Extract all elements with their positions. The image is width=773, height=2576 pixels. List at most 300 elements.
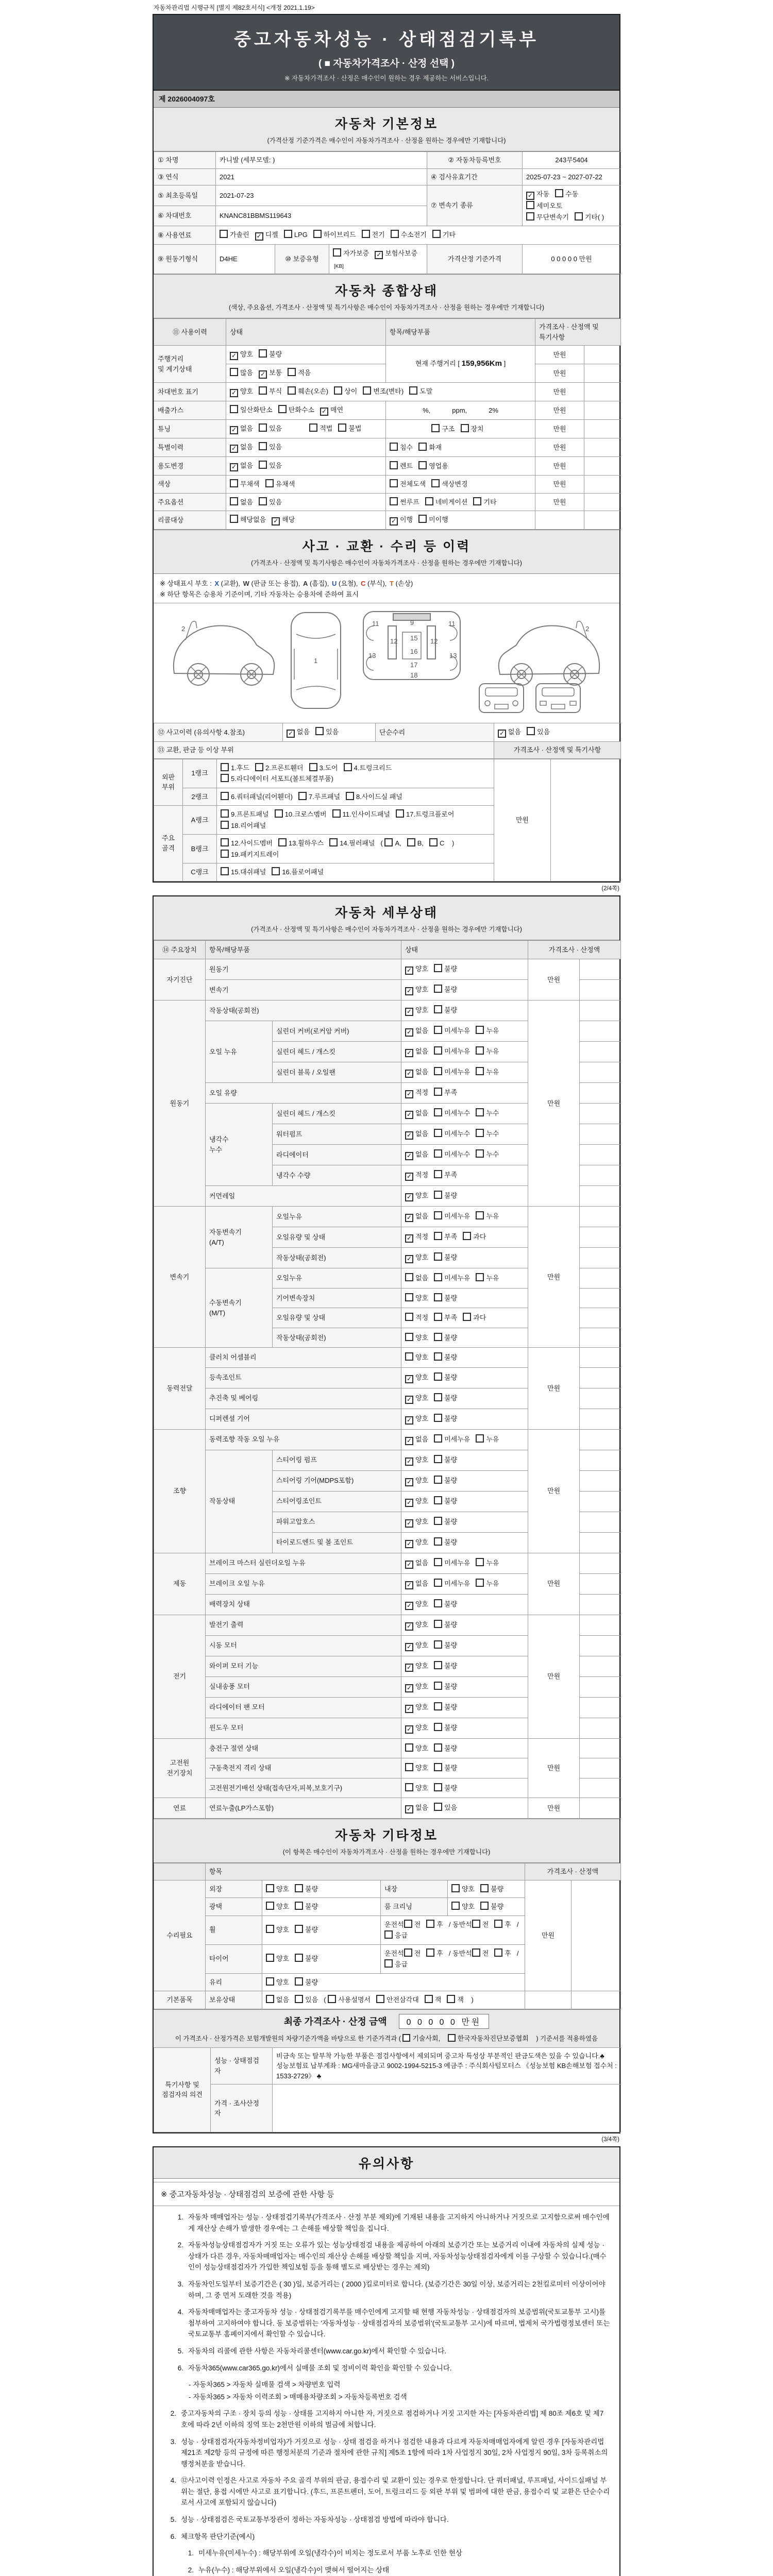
checkbox-양호[interactable] [405,985,428,995]
checkbox-매연[interactable] [320,405,343,416]
checkbox-과다[interactable] [463,1232,486,1242]
item-text: 자동차365(www.car365.go.kr)에서 실매물 조회 및 정비이력 확인을 확인할 수 있습니다. [188,2364,452,2372]
checkbox-해당[interactable] [272,515,295,526]
checkbox-없음[interactable] [230,497,253,507]
checkbox-적정[interactable] [405,1232,428,1243]
checkbox-없음[interactable] [230,442,253,453]
checkbox-없음[interactable] [498,727,521,738]
checkbox-후[interactable] [494,1948,511,1959]
checkbox-부족[interactable] [434,1313,457,1323]
checkbox-label: 없음 [415,1274,429,1282]
checkbox-불량[interactable] [434,1393,457,1403]
text: B랭크 [191,844,209,853]
checkbox-7.루프패널[interactable] [298,792,340,802]
checkbox-있음[interactable] [434,1803,457,1813]
checkbox-불량[interactable] [434,1476,457,1486]
checkbox-불량[interactable] [434,1620,457,1630]
checkbox-한국자동차진단보증협회[interactable] [448,2033,529,2043]
checkbox-양호[interactable] [405,1723,428,1734]
checkbox-양호[interactable] [405,1702,428,1713]
checkbox-기술사회[interactable] [402,2033,440,2043]
checkbox-미세누유[interactable] [434,1067,470,1077]
checkbox-box [434,1005,442,1013]
checkbox-label: 있음 [537,728,550,736]
note-cell [584,493,621,511]
checkbox-label: 적정 [415,1171,429,1179]
checkbox-label: 누유 [486,1068,499,1076]
checkbox-9.프론트패널[interactable] [221,809,269,820]
checkbox-후[interactable] [494,1920,511,1930]
checkbox-보통[interactable] [259,368,282,379]
final-price-note [159,2032,614,2043]
checkbox-누유[interactable] [476,1273,499,1283]
checkbox-불량[interactable] [434,1682,457,1692]
checkbox-미세누유[interactable] [434,1026,470,1036]
checkbox-누유[interactable] [476,1434,499,1445]
group-label [154,1738,206,1798]
note-cell [580,1532,621,1553]
checkbox-양호[interactable] [266,1954,289,1964]
checkbox-안전삼각대[interactable] [376,1995,419,2005]
item-label [206,1635,401,1656]
note-cell [580,1104,621,1124]
checkbox-불량[interactable] [434,964,457,974]
checkbox-있음[interactable] [259,442,282,452]
note-cell [584,346,621,364]
checkbox-B,[interactable] [407,838,424,849]
checkbox-과다[interactable] [463,1313,486,1323]
checkbox-양호[interactable] [405,1599,428,1610]
checkbox-label: 양호 [415,1641,429,1649]
checkbox-13.휠하우스[interactable] [278,838,324,849]
checkbox-box [526,201,534,209]
checkbox-미세누수[interactable] [434,1108,470,1118]
price-cell [535,511,584,530]
checkbox-불량[interactable] [434,1763,457,1773]
checkbox-부족[interactable] [434,1232,457,1242]
note-cell [584,401,621,420]
checkbox-미세누유[interactable] [434,1434,470,1445]
checkbox-잭[interactable] [425,1995,442,2005]
checkbox-불량[interactable] [434,1352,457,1363]
checkbox-누유[interactable] [476,1579,499,1589]
checkbox-무단변속기[interactable] [526,212,569,223]
price-cell [528,1001,580,1207]
checkbox-있음[interactable] [527,727,550,737]
checkbox-4.트렁크리드[interactable] [344,763,392,773]
checkbox-label: 전 [414,1920,421,1928]
checkbox-없음[interactable] [405,1273,428,1283]
checkbox-없음[interactable] [287,727,310,738]
checkbox-렌트[interactable] [390,461,413,471]
checkbox-14.필러패널[interactable] [329,838,375,849]
checkbox-부족[interactable] [434,1088,457,1098]
checkbox-양호[interactable] [266,1884,289,1894]
checkbox-하이브리드[interactable] [313,230,356,240]
checkbox-양호[interactable] [405,964,428,975]
note-cell [580,1697,621,1718]
checkbox-양호[interactable] [405,1640,428,1651]
status-checks [401,1207,528,1227]
checkbox-양호[interactable] [405,1783,428,1793]
checkbox-불량[interactable] [434,1372,457,1383]
checkbox-수소전기[interactable] [391,230,427,240]
checkbox-box [404,1920,412,1928]
checkbox-box [434,1273,442,1281]
checkbox-불량[interactable] [434,1333,457,1343]
checkbox-18.리어패널[interactable] [221,821,266,831]
checkbox-box [221,774,229,782]
checkbox-불량[interactable] [434,1599,457,1609]
checkbox-없음[interactable] [405,1579,428,1589]
checkbox-세미오토[interactable] [526,201,562,211]
checkbox-없음[interactable] [405,1803,428,1814]
checkbox-label: 누유 [486,1579,499,1587]
checkbox-불량[interactable] [434,1517,457,1527]
checkbox-불량[interactable] [434,1252,457,1263]
checkbox-없음[interactable] [266,1995,289,2005]
checkbox-없음[interactable] [405,1026,428,1037]
checkbox-적법[interactable] [309,423,332,434]
checkbox-양호[interactable] [405,1333,428,1343]
checkbox-양호[interactable] [405,1496,428,1507]
checkbox-전[interactable] [472,1920,489,1930]
checkbox-양호[interactable] [405,1682,428,1692]
checkbox-label: 양호 [415,1192,429,1199]
checkbox-label: 전체도색 [400,480,426,488]
checkbox-전기[interactable] [362,230,385,240]
text: 배출가스 [158,406,184,414]
checkbox-양호[interactable] [405,1620,428,1631]
checkbox-3.도어[interactable] [309,763,338,773]
status-checks [401,1001,528,1021]
checkbox-양호[interactable] [405,1517,428,1528]
text: 스티어링조인트 [276,1497,322,1505]
checkbox-네비게이션[interactable] [425,497,468,507]
checkbox-6.쿼터패널(리어휀더)[interactable] [221,792,293,802]
checkbox-양호[interactable] [405,1293,428,1303]
checkbox-적정[interactable] [405,1313,428,1323]
svg-text:18: 18 [410,671,418,679]
checkbox-기타[interactable] [432,230,456,240]
checkbox-label: 보통 [269,369,282,377]
checkbox-없음[interactable] [405,1046,428,1057]
checkbox-있음[interactable] [259,497,282,507]
checkbox-12.사이드멤버[interactable] [221,838,273,849]
checkbox-box [418,461,427,469]
checkbox-일산화탄소[interactable] [230,405,273,415]
checkbox-box [434,1661,442,1669]
checkbox-양호[interactable] [405,1537,428,1548]
checkbox-자동[interactable] [526,189,549,200]
checkbox-미세누유[interactable] [434,1558,470,1568]
status-checks [226,364,386,383]
checkbox-불량[interactable] [480,1902,503,1912]
checkbox-불량[interactable] [434,1537,457,1548]
text: 연료누출(LP가스포함) [209,1804,274,1812]
rank-label [183,759,217,788]
checkbox-label: 양호 [276,1903,290,1910]
checkbox-불량[interactable] [434,1661,457,1671]
checkbox-양호[interactable] [405,1476,428,1486]
checkbox-box [313,230,322,238]
checkbox-11.인사이드패널[interactable] [332,809,390,820]
checkbox-미세누유[interactable] [434,1273,470,1283]
checkbox-불량[interactable] [434,1293,457,1303]
checkbox-없음[interactable] [230,423,253,434]
checkbox-양호[interactable] [266,1925,289,1935]
price-cell [535,476,584,494]
checkbox-label: 불량 [444,1784,458,1792]
checkbox-양호[interactable] [405,1763,428,1773]
text: 디퍼렌셜 기어 [209,1415,250,1423]
checkbox-불량[interactable] [434,1783,457,1793]
checkbox-많음[interactable] [230,368,253,378]
field-label [154,168,216,185]
checkbox-사용설명서[interactable] [328,1995,371,2005]
notice-item [163,2514,610,2526]
checkbox-불량[interactable] [434,1455,457,1465]
checkbox-8.사이드실 패널[interactable] [346,792,402,802]
checkbox-색상변경[interactable] [431,479,467,489]
column-header [401,940,528,959]
checkbox-불법[interactable] [338,423,361,434]
status-checks [262,1916,381,1944]
checkbox-box [434,1252,442,1261]
checkbox-있음[interactable] [259,461,282,471]
checkbox-탄화수소[interactable] [278,405,314,415]
checkbox-label: 없음 [508,728,522,736]
checkbox-미세누수[interactable] [434,1149,470,1160]
checkbox-19.패키지트레이[interactable] [221,850,279,860]
checkbox-미세누유[interactable] [434,1579,470,1589]
checkbox-양호[interactable] [266,1977,289,1988]
checkbox-무채색[interactable] [230,479,260,489]
checkbox-없음[interactable] [230,461,253,471]
checkbox-가솔린[interactable] [220,230,249,240]
checkbox-양호[interactable] [405,1661,428,1672]
checkbox-훼손(오손)[interactable] [288,386,328,397]
note-cell [580,1615,621,1635]
checkbox-누유[interactable] [476,1026,499,1036]
checkbox-label: 유채색 [275,480,295,488]
checkbox-16.플로어패널[interactable] [272,867,324,877]
price-cell [494,759,551,881]
checkbox-화재[interactable] [418,443,442,453]
checkbox-없음[interactable] [405,1067,428,1078]
checkbox-누수[interactable] [476,1108,499,1118]
checkbox-15.대쉬패널[interactable] [221,867,266,877]
checkbox-이행[interactable] [390,515,413,526]
checkbox-box [451,1902,460,1910]
checkbox-적음[interactable] [288,368,311,378]
text: 워터펌프 [276,1130,303,1138]
checkbox-불량[interactable] [434,1005,457,1015]
checkbox-label: 불량 [444,1253,458,1261]
checkbox-디젤[interactable] [255,230,278,241]
checkbox-box [259,423,267,432]
checkbox-썬루프[interactable] [390,497,419,507]
checkbox-불량[interactable] [434,1191,457,1201]
checkbox-미세누유[interactable] [434,1211,470,1222]
checkbox-전체도색[interactable] [390,479,426,489]
checkbox-10.크로스멤버[interactable] [275,809,327,820]
checkbox-label: 미세누유 [444,1274,470,1282]
checkbox-없음[interactable] [405,1211,428,1222]
checkbox-누유[interactable] [476,1211,499,1222]
checkbox-적정[interactable] [405,1170,428,1181]
checkbox-불량[interactable] [434,1702,457,1713]
checkbox-전[interactable] [404,1920,421,1930]
checkbox-불량[interactable] [434,1496,457,1506]
checkbox-양호[interactable] [405,1352,428,1363]
checkbox-응급[interactable] [384,1930,408,1941]
checkbox-양호[interactable] [405,1191,428,1201]
note-cell [584,511,621,530]
text: ⑭ 주요장치 [162,945,197,954]
notice-item [170,2307,610,2340]
checkbox-양호[interactable] [405,1005,428,1016]
status-checks [401,1573,528,1594]
checkbox-기타( )[interactable] [575,212,604,223]
checkbox-label: 양호 [415,1373,429,1381]
checkbox-유채색[interactable] [265,479,295,489]
text: 동력전달 [166,1384,193,1392]
checkbox-불량[interactable] [295,1925,318,1935]
checkbox-불량[interactable] [434,1723,457,1733]
checkbox-영업용[interactable] [418,461,448,471]
checkbox-부식[interactable] [259,386,282,397]
checkbox-C[interactable] [429,838,444,849]
checkbox-box: ✓ [405,1049,413,1057]
checkbox-불량[interactable] [480,1884,503,1894]
checkbox-A,[interactable] [384,838,401,849]
checkbox-양호[interactable] [405,1393,428,1404]
checkbox-5.라디에이터 서포트(볼트체결부품)[interactable] [221,774,333,784]
note-cell [580,1021,621,1042]
item-label [273,1124,401,1145]
checkbox-없음[interactable] [405,1108,428,1119]
checkbox-누수[interactable] [476,1149,499,1160]
checkbox-불량[interactable] [259,349,282,360]
checkbox-box [266,1902,274,1910]
checkbox-불량[interactable] [434,1414,457,1424]
checkbox-누수[interactable] [476,1129,499,1139]
checkbox-자가보증[interactable] [333,248,369,259]
checkbox-있음[interactable] [295,1995,318,2005]
checkbox-있음[interactable] [259,423,282,434]
checkbox-양호[interactable] [266,1902,289,1912]
checkbox-양호[interactable] [405,1252,428,1263]
checkbox-변조(변타)[interactable] [363,386,404,397]
checkbox-불량[interactable] [295,1954,318,1964]
group-label [154,1880,206,1991]
checkbox-응급[interactable] [384,1959,408,1970]
checkbox-부족[interactable] [434,1170,457,1180]
text: 작동상태 [209,1497,236,1505]
checkbox-없음[interactable] [405,1434,428,1445]
checkbox-불량[interactable] [434,1743,457,1754]
checkbox-잭[interactable] [447,1995,464,2005]
section-detail-header [154,896,619,940]
checkbox-양호[interactable] [451,1902,475,1912]
checkbox-후[interactable] [426,1948,443,1959]
checkbox-17.트렁크플로어[interactable] [396,809,454,820]
checkbox-후[interactable] [426,1920,443,1930]
checkbox-기타[interactable] [473,497,496,507]
checkbox-미이행[interactable] [418,515,448,525]
status-checks [401,1798,528,1819]
checkbox-양호[interactable] [230,386,253,397]
checkbox-없음[interactable] [405,1558,428,1569]
checkbox-불량[interactable] [434,985,457,995]
checkbox-도말[interactable] [409,386,432,397]
text: 자 [214,2066,221,2075]
checkbox-없음[interactable] [405,1129,428,1140]
checkbox-상이[interactable] [334,386,357,397]
checkbox-침수[interactable] [390,443,413,453]
checkbox-없음[interactable] [405,1149,428,1160]
checkbox-전[interactable] [404,1948,421,1959]
item-label [273,1450,401,1470]
checkbox-양호[interactable] [405,1372,428,1383]
checkbox-보험사보증[interactable] [375,248,417,259]
item-label [206,1778,401,1798]
model-year-value [216,168,427,185]
checkbox-누유[interactable] [476,1067,499,1077]
checkbox-양호[interactable] [230,349,253,360]
text: 항목/해당부품 [209,945,250,954]
checkbox-장치[interactable] [461,424,484,434]
checkbox-누유[interactable] [476,1558,499,1568]
checkbox-수동[interactable] [555,189,578,199]
text: 가격조사 · 산정액 및 특기사항 [539,323,599,341]
checkbox-box [434,1743,442,1752]
checkbox-구조[interactable] [431,424,455,434]
checkbox-미세누수[interactable] [434,1129,470,1139]
checkbox-양호[interactable] [405,1455,428,1466]
checkbox-불량[interactable] [434,1640,457,1651]
svg-text:13: 13 [449,652,457,659]
checkbox-box [230,405,238,413]
checkbox-미세누유[interactable] [434,1046,470,1057]
text: 항목 [209,1868,223,1875]
checkbox-전[interactable] [472,1948,489,1959]
checkbox-label: 없음 [240,425,254,432]
checkbox-누유[interactable] [476,1046,499,1057]
checkbox-1.후드[interactable] [221,763,249,773]
checkbox-불량[interactable] [295,1884,318,1894]
checkbox-불량[interactable] [295,1902,318,1912]
text: 오일유량 및 상태 [276,1233,326,1241]
checkbox-box [476,1129,484,1137]
checkbox-양호[interactable] [451,1884,475,1894]
checkbox-불량[interactable] [295,1977,318,1988]
checkbox-label: 양호 [415,1497,429,1505]
checkbox-양호[interactable] [405,1743,428,1754]
checkbox-적정[interactable] [405,1088,428,1098]
checkbox-box: ✓ [272,517,280,526]
checkbox-label: 없음 [415,1579,429,1587]
item-label [381,1880,448,1898]
checkbox-해당없음[interactable] [230,515,266,525]
checkbox-있음[interactable] [315,727,339,737]
checkbox-2.프론트휀더[interactable] [255,763,304,773]
checkbox-LPG[interactable] [284,230,308,240]
checkbox-label: 변조(변타) [373,387,404,395]
checkbox-label: 미세누수 [444,1150,470,1158]
checkbox-양호[interactable] [405,1414,428,1425]
